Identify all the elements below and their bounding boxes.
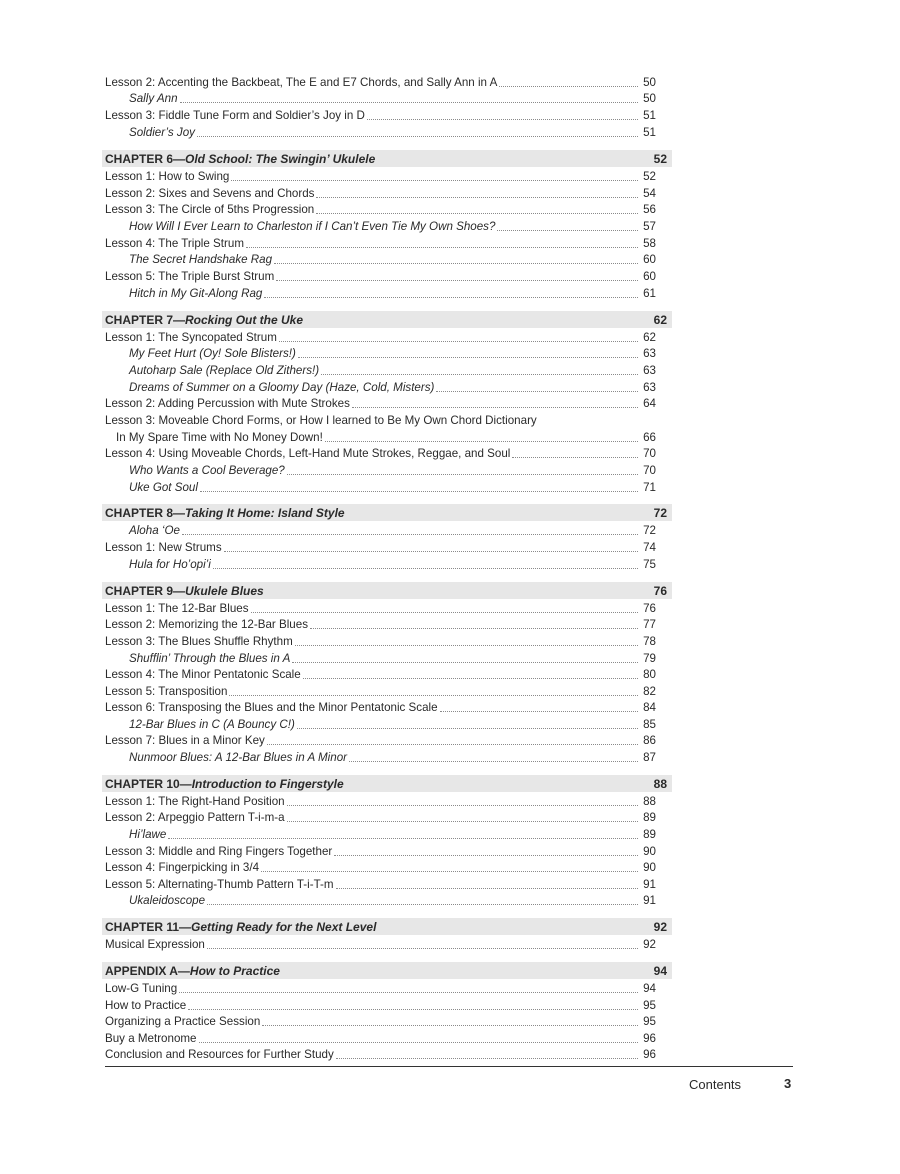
toc-lesson-entry <box>105 73 656 90</box>
dot-leader <box>213 568 638 569</box>
entry-page: 64 <box>643 397 656 410</box>
toc-lesson-entry <box>105 167 656 184</box>
entry-title: Lesson 1: The Right-Hand Position <box>105 795 285 808</box>
entry-title: Hi’lawe <box>129 828 167 841</box>
toc-lesson-entry <box>105 328 656 345</box>
entry-title: Lesson 2: Accenting the Backbeat, The E and E7 Chords, and Sally Ann in A <box>105 76 498 89</box>
entry-title: The Secret Handshake Rag <box>129 253 273 266</box>
toc-chapter-heading <box>102 582 672 599</box>
entry-page: 70 <box>643 447 656 460</box>
toc-song-entry <box>105 123 656 140</box>
footer-rule <box>105 1066 793 1067</box>
toc-song-entry <box>105 378 656 395</box>
entry-page: 92 <box>643 938 656 951</box>
chapter-title: Taking It Home: Island Style <box>185 505 345 520</box>
toc-chapter-heading <box>102 775 672 792</box>
dot-leader <box>229 695 638 696</box>
entry-page: 80 <box>643 668 656 681</box>
chapter-title: How to Practice <box>189 963 280 978</box>
footer-label: Contents <box>689 1077 742 1092</box>
dot-leader <box>497 230 638 231</box>
entry-page: 70 <box>643 464 656 477</box>
entry-page: 85 <box>643 718 656 731</box>
dot-leader <box>310 628 638 629</box>
toc-lesson-entry <box>105 1045 656 1062</box>
entry-title: Lesson 3: Moveable Chord Forms, or How I learned to Be My Own Chord Dictionary <box>105 414 537 427</box>
chapter-prefix: CHAPTER 10— <box>105 776 192 791</box>
entry-page: 57 <box>643 220 656 233</box>
entry-page: 63 <box>643 347 656 360</box>
toc-song-entry <box>105 89 656 106</box>
dot-leader <box>287 821 638 822</box>
entry-title: Dreams of Summer on a Gloomy Day (Haze, Cold, Misters) <box>129 381 435 394</box>
dot-leader <box>321 374 638 375</box>
entry-title: Lesson 1: The 12-Bar Blues <box>105 602 249 615</box>
toc-lesson-entry <box>105 394 656 411</box>
entry-title: Aloha ‘Oe <box>129 524 180 537</box>
toc-lesson-entry <box>105 632 656 649</box>
entry-title: Lesson 1: The Syncopated Strum <box>105 331 277 344</box>
toc-lesson-entry <box>105 538 656 555</box>
chapter-prefix: CHAPTER 9— <box>105 583 186 598</box>
entry-title: Lesson 5: Transposition <box>105 685 228 698</box>
dot-leader <box>179 992 638 993</box>
entry-title: Nunmoor Blues: A 12-Bar Blues in A Minor <box>129 751 348 764</box>
dot-leader <box>436 391 638 392</box>
chapter-page: 52 <box>653 151 667 166</box>
entry-page: 96 <box>643 1048 656 1061</box>
dot-leader <box>180 102 638 103</box>
entry-page: 91 <box>643 894 656 907</box>
toc-song-entry <box>105 649 656 666</box>
entry-page: 72 <box>643 524 656 537</box>
entry-page: 66 <box>643 431 656 444</box>
dot-leader <box>292 662 638 663</box>
entry-page: 82 <box>643 685 656 698</box>
entry-title: Lesson 5: Alternating-Thumb Pattern T-i-T-m <box>105 878 334 891</box>
entry-page: 56 <box>643 203 656 216</box>
entry-title: Hitch in My Git-Along Rag <box>129 287 263 300</box>
entry-page: 76 <box>643 602 656 615</box>
toc-lesson-entry <box>105 875 656 892</box>
dot-leader <box>199 1042 638 1043</box>
toc-lesson-entry <box>105 858 656 875</box>
toc-song-entry <box>105 715 656 732</box>
chapter-prefix: CHAPTER 7— <box>105 312 186 327</box>
chapter-title: Introduction to Fingerstyle <box>191 776 344 791</box>
entry-title: Lesson 2: Arpeggio Pattern T-i-m-a <box>105 811 285 824</box>
toc-lesson-entry <box>105 979 656 996</box>
toc-song-entry <box>105 284 656 301</box>
chapter-page: 76 <box>653 583 667 598</box>
toc-lesson-entry <box>105 599 656 616</box>
toc-song-entry <box>105 217 656 234</box>
entry-title: Musical Expression <box>105 938 205 951</box>
entry-page: 88 <box>643 795 656 808</box>
dot-leader <box>279 341 638 342</box>
entry-title: Autoharp Sale (Replace Old Zithers!) <box>129 364 320 377</box>
entry-title: Organizing a Practice Session <box>105 1015 261 1028</box>
toc-lesson-entry <box>105 428 656 445</box>
toc-song-entry <box>105 825 656 842</box>
entry-page: 89 <box>643 811 656 824</box>
entry-page: 60 <box>643 270 656 283</box>
entry-title: Lesson 4: The Minor Pentatonic Scale <box>105 668 301 681</box>
dot-leader <box>168 838 638 839</box>
entry-page: 51 <box>643 109 656 122</box>
dot-leader <box>499 86 638 87</box>
entry-title: Uke Got Soul <box>129 481 198 494</box>
entry-title: Lesson 2: Memorizing the 12-Bar Blues <box>105 618 308 631</box>
entry-page: 61 <box>643 287 656 300</box>
entry-page: 95 <box>643 1015 656 1028</box>
entry-title: Ukaleidoscope <box>129 894 206 907</box>
entry-page: 51 <box>643 126 656 139</box>
dot-leader <box>197 136 638 137</box>
dot-leader <box>207 904 638 905</box>
entry-title: Lesson 4: The Triple Strum <box>105 237 244 250</box>
dot-leader <box>261 871 638 872</box>
chapter-page: 88 <box>653 776 667 791</box>
dot-leader <box>298 357 638 358</box>
dot-leader <box>207 948 638 949</box>
entry-page: 71 <box>643 481 656 494</box>
entry-page: 77 <box>643 618 656 631</box>
dot-leader <box>262 1025 638 1026</box>
toc-lesson-entry <box>105 842 656 859</box>
entry-title: How Will I Ever Learn to Charleston if I Can’t Even Tie My Own Shoes? <box>129 220 496 233</box>
chapter-title: Old School: The Swingin’ Ukulele <box>185 151 376 166</box>
toc-song-entry <box>105 748 656 765</box>
toc-lesson-entry <box>105 1012 656 1029</box>
dot-leader <box>297 728 638 729</box>
entry-title: Low-G Tuning <box>105 982 178 995</box>
entry-title: Lesson 3: Middle and Ring Fingers Together <box>105 845 333 858</box>
entry-title: Lesson 1: New Strums <box>105 541 222 554</box>
chapter-page: 62 <box>653 312 667 327</box>
chapter-title: Getting Ready for the Next Level <box>191 919 377 934</box>
chapter-prefix: APPENDIX A— <box>105 963 190 978</box>
chapter-prefix: CHAPTER 8— <box>105 505 186 520</box>
dot-leader <box>188 1009 638 1010</box>
entry-page: 90 <box>643 861 656 874</box>
chapter-prefix: CHAPTER 11— <box>105 919 192 934</box>
entry-title: Sally Ann <box>129 92 178 105</box>
dot-leader <box>200 491 638 492</box>
dot-leader <box>287 805 638 806</box>
toc-lesson-entry <box>105 106 656 123</box>
entry-page: 96 <box>643 1032 656 1045</box>
toc-lesson-entry <box>105 698 656 715</box>
entry-page: 63 <box>643 381 656 394</box>
entry-title: Shufflin’ Through the Blues in A <box>129 652 291 665</box>
toc-lesson-entry <box>105 234 656 251</box>
entry-title: Lesson 3: The Circle of 5ths Progression <box>105 203 315 216</box>
dot-leader <box>231 180 638 181</box>
entry-title: Hula for Ho’opi’i <box>129 558 211 571</box>
entry-title: Lesson 4: Fingerpicking in 3/4 <box>105 861 260 874</box>
toc-chapter-heading <box>102 311 672 328</box>
dot-leader <box>334 855 638 856</box>
toc-song-entry <box>105 461 656 478</box>
entry-title: Lesson 3: Fiddle Tune Form and Soldier’s Joy in D <box>105 109 365 122</box>
entry-page: 95 <box>643 999 656 1012</box>
dot-leader <box>287 474 638 475</box>
toc-lesson-entry <box>105 444 656 461</box>
entry-page: 84 <box>643 701 656 714</box>
chapter-title: Rocking Out the Uke <box>185 312 304 327</box>
entry-page: 75 <box>643 558 656 571</box>
dot-leader <box>316 197 638 198</box>
toc-lesson-entry <box>105 792 656 809</box>
toc-chapter-heading <box>102 150 672 167</box>
entry-title: Lesson 6: Transposing the Blues and the Minor Pentatonic Scale <box>105 701 438 714</box>
entry-page: 86 <box>643 734 656 747</box>
dot-leader <box>316 213 638 214</box>
toc-lesson-entry <box>105 731 656 748</box>
toc-chapter-heading <box>102 504 672 521</box>
dot-leader <box>251 612 638 613</box>
toc-song-entry <box>105 250 656 267</box>
toc-lesson-entry <box>105 200 656 217</box>
dot-leader <box>295 645 638 646</box>
dot-leader <box>512 457 638 458</box>
toc-lesson-entry <box>105 267 656 284</box>
toc-song-entry <box>105 555 656 572</box>
chapter-page: 92 <box>653 919 667 934</box>
toc-song-entry <box>105 344 656 361</box>
dot-leader <box>336 888 638 889</box>
chapter-prefix: CHAPTER 6— <box>105 151 186 166</box>
toc-lesson-entry <box>105 996 656 1013</box>
entry-page: 90 <box>643 845 656 858</box>
entry-title: Conclusion and Resources for Further Study <box>105 1048 334 1061</box>
dot-leader <box>264 297 638 298</box>
entry-title: Lesson 4: Using Moveable Chords, Left-Hand Mute Strokes, Reggae, and Soul <box>105 447 511 460</box>
toc-lesson-entry <box>105 808 656 825</box>
dot-leader <box>267 744 638 745</box>
entry-title: Lesson 2: Sixes and Sevens and Chords <box>105 187 315 200</box>
entry-page: 89 <box>643 828 656 841</box>
entry-title: Lesson 1: How to Swing <box>105 170 230 183</box>
toc-lesson-entry <box>105 682 656 699</box>
entry-page: 91 <box>643 878 656 891</box>
dot-leader <box>276 280 638 281</box>
dot-leader <box>349 761 638 762</box>
dot-leader <box>325 441 638 442</box>
dot-leader <box>367 119 638 120</box>
entry-page: 94 <box>643 982 656 995</box>
toc-chapter-heading <box>102 962 672 979</box>
entry-page: 52 <box>643 170 656 183</box>
toc-lesson-entry <box>105 184 656 201</box>
entry-title: How to Practice <box>105 999 187 1012</box>
entry-title: Soldier’s Joy <box>129 126 195 139</box>
toc-song-entry <box>105 521 656 538</box>
toc-lesson-entry <box>105 665 656 682</box>
entry-page: 74 <box>643 541 656 554</box>
toc-lesson-entry <box>105 411 656 428</box>
entry-page: 62 <box>643 331 656 344</box>
toc-lesson-entry <box>105 615 656 632</box>
entry-page: 60 <box>643 253 656 266</box>
entry-title: In My Spare Time with No Money Down! <box>116 431 323 444</box>
dot-leader <box>336 1058 638 1059</box>
dot-leader <box>352 407 638 408</box>
toc-song-entry <box>105 478 656 495</box>
chapter-page: 94 <box>653 963 667 978</box>
toc-song-entry <box>105 891 656 908</box>
entry-page: 78 <box>643 635 656 648</box>
dot-leader <box>274 263 638 264</box>
toc-chapter-heading <box>102 918 672 935</box>
entry-page: 58 <box>643 237 656 250</box>
entry-title: Lesson 7: Blues in a Minor Key <box>105 734 265 747</box>
entry-title: Lesson 3: The Blues Shuffle Rhythm <box>105 635 293 648</box>
dot-leader <box>246 247 638 248</box>
entry-page: 87 <box>643 751 656 764</box>
dot-leader <box>440 711 638 712</box>
toc-lesson-entry <box>105 1029 656 1046</box>
page-number: 3 <box>784 1076 792 1091</box>
toc-song-entry <box>105 361 656 378</box>
entry-page: 79 <box>643 652 656 665</box>
toc-lesson-entry <box>105 935 656 952</box>
entry-page: 50 <box>643 76 656 89</box>
entry-title: Buy a Metronome <box>105 1032 197 1045</box>
entry-page: 50 <box>643 92 656 105</box>
entry-title: Who Wants a Cool Beverage? <box>129 464 285 477</box>
chapter-page: 72 <box>653 505 667 520</box>
entry-title: Lesson 2: Adding Percussion with Mute Strokes <box>105 397 350 410</box>
chapter-title: Ukulele Blues <box>185 583 264 598</box>
entry-page: 54 <box>643 187 656 200</box>
entry-title: 12-Bar Blues in C (A Bouncy C!) <box>129 718 295 731</box>
entry-page: 63 <box>643 364 656 377</box>
entry-title: Lesson 5: The Triple Burst Strum <box>105 270 275 283</box>
entry-title: My Feet Hurt (Oy! Sole Blisters!) <box>129 347 296 360</box>
dot-leader <box>303 678 638 679</box>
dot-leader <box>182 534 638 535</box>
dot-leader <box>224 551 638 552</box>
